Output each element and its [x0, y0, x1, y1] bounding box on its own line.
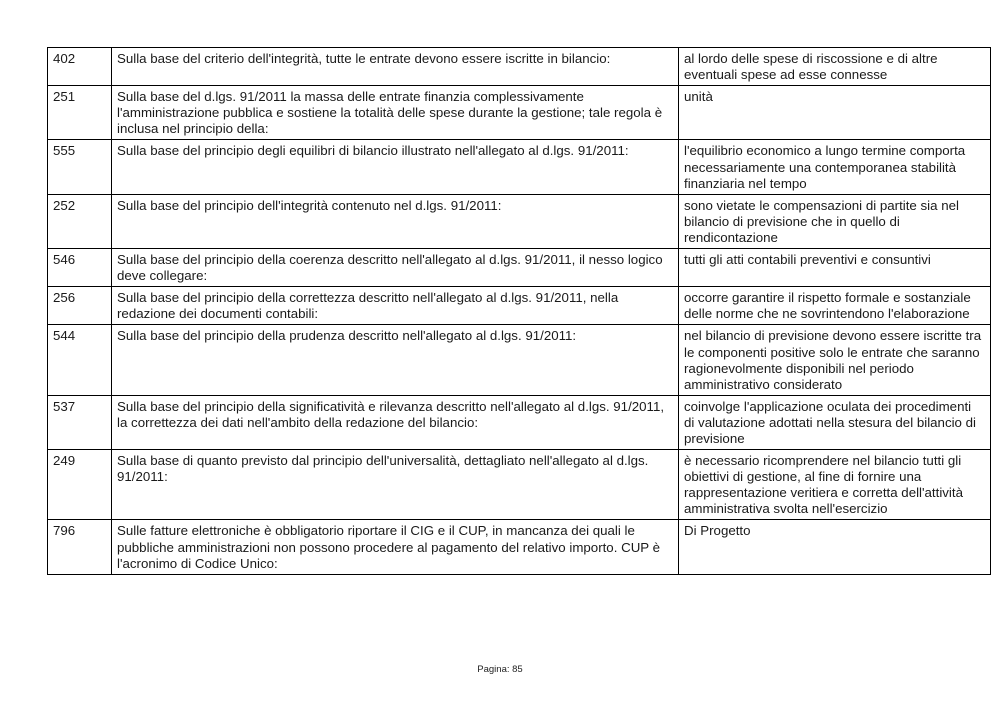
table-row — [48, 48, 991, 86]
question-number: 251 — [48, 86, 112, 140]
answer-text: è necessario ricomprendere nel bilancio tutti gli obiettivi di gestione, al fine di fornire una rappresentazione veritiera e corretta dell'attività amministrativa svolta nell'esercizio — [679, 450, 991, 520]
question-text: Sulla base del principio della significatività e rilevanza descritto nell'allegato al d.lgs. 91/2011, la correttezza dei dati nell'ambito della redazione del bilancio: — [112, 395, 679, 449]
answer-text: unità — [679, 86, 991, 140]
table-row — [48, 450, 991, 520]
question-number: 537 — [48, 395, 112, 449]
table-row — [48, 287, 991, 325]
question-number: 796 — [48, 520, 112, 574]
page-number: Pagina: 85 — [477, 664, 523, 675]
table-row — [48, 249, 991, 287]
question-text: Sulla base del principio della correttezza descritto nell'allegato al d.lgs. 91/2011, nella redazione dei documenti contabili: — [112, 287, 679, 325]
question-text: Sulla base di quanto previsto dal principio dell'universalità, dettagliato nell'allegato al d.lgs. 91/2011: — [112, 450, 679, 520]
question-number: 249 — [48, 450, 112, 520]
question-text: Sulla base del principio della prudenza descritto nell'allegato al d.lgs. 91/2011: — [112, 325, 679, 395]
table-row — [48, 86, 991, 140]
question-number: 252 — [48, 194, 112, 248]
table-row — [48, 140, 991, 194]
table-row — [48, 194, 991, 248]
question-text: Sulle fatture elettroniche è obbligatorio riportare il CIG e il CUP, in mancanza dei quali le pubbliche amministrazioni non possono procedere al pagamento del relativo importo. CUP è l'acronimo di Codice Unico: — [112, 520, 679, 574]
question-table-body — [48, 48, 991, 575]
answer-text: sono vietate le compensazioni di partite sia nel bilancio di previsione che in quello di rendicontazione — [679, 194, 991, 248]
answer-text: nel bilancio di previsione devono essere iscritte tra le componenti positive solo le entrate che saranno ragionevolmente disponibili nel periodo amministrativo considerato — [679, 325, 991, 395]
answer-text: coinvolge l'applicazione oculata dei procedimenti di valutazione adottati nella stesura del bilancio di previsione — [679, 395, 991, 449]
question-number: 546 — [48, 249, 112, 287]
question-text: Sulla base del principio della coerenza descritto nell'allegato al d.lgs. 91/2011, il nesso logico deve collegare: — [112, 249, 679, 287]
question-table — [47, 47, 991, 575]
answer-text: l'equilibrio economico a lungo termine comporta necessariamente una contemporanea stabilità finanziaria nel tempo — [679, 140, 991, 194]
question-text: Sulla base del principio degli equilibri di bilancio illustrato nell'allegato al d.lgs. 91/2011: — [112, 140, 679, 194]
answer-text: Di Progetto — [679, 520, 991, 574]
table-row — [48, 520, 991, 574]
question-number: 555 — [48, 140, 112, 194]
question-text: Sulla base del principio dell'integrità contenuto nel d.lgs. 91/2011: — [112, 194, 679, 248]
question-number: 544 — [48, 325, 112, 395]
answer-text: tutti gli atti contabili preventivi e consuntivi — [679, 249, 991, 287]
table-row — [48, 325, 991, 395]
question-number: 402 — [48, 48, 112, 86]
question-text: Sulla base del d.lgs. 91/2011 la massa delle entrate finanzia complessivamente l'amministrazione pubblica e sostiene la totalità delle spese durante la gestione; tale regola è inclusa nel principio della: — [112, 86, 679, 140]
question-text: Sulla base del criterio dell'integrità, tutte le entrate devono essere iscritte in bilancio: — [112, 48, 679, 86]
answer-text: occorre garantire il rispetto formale e sostanziale delle norme che ne sovrintendono l'elaborazione — [679, 287, 991, 325]
answer-text: al lordo delle spese di riscossione e di altre eventuali spese ad esse connesse — [679, 48, 991, 86]
question-number: 256 — [48, 287, 112, 325]
table-row — [48, 395, 991, 449]
